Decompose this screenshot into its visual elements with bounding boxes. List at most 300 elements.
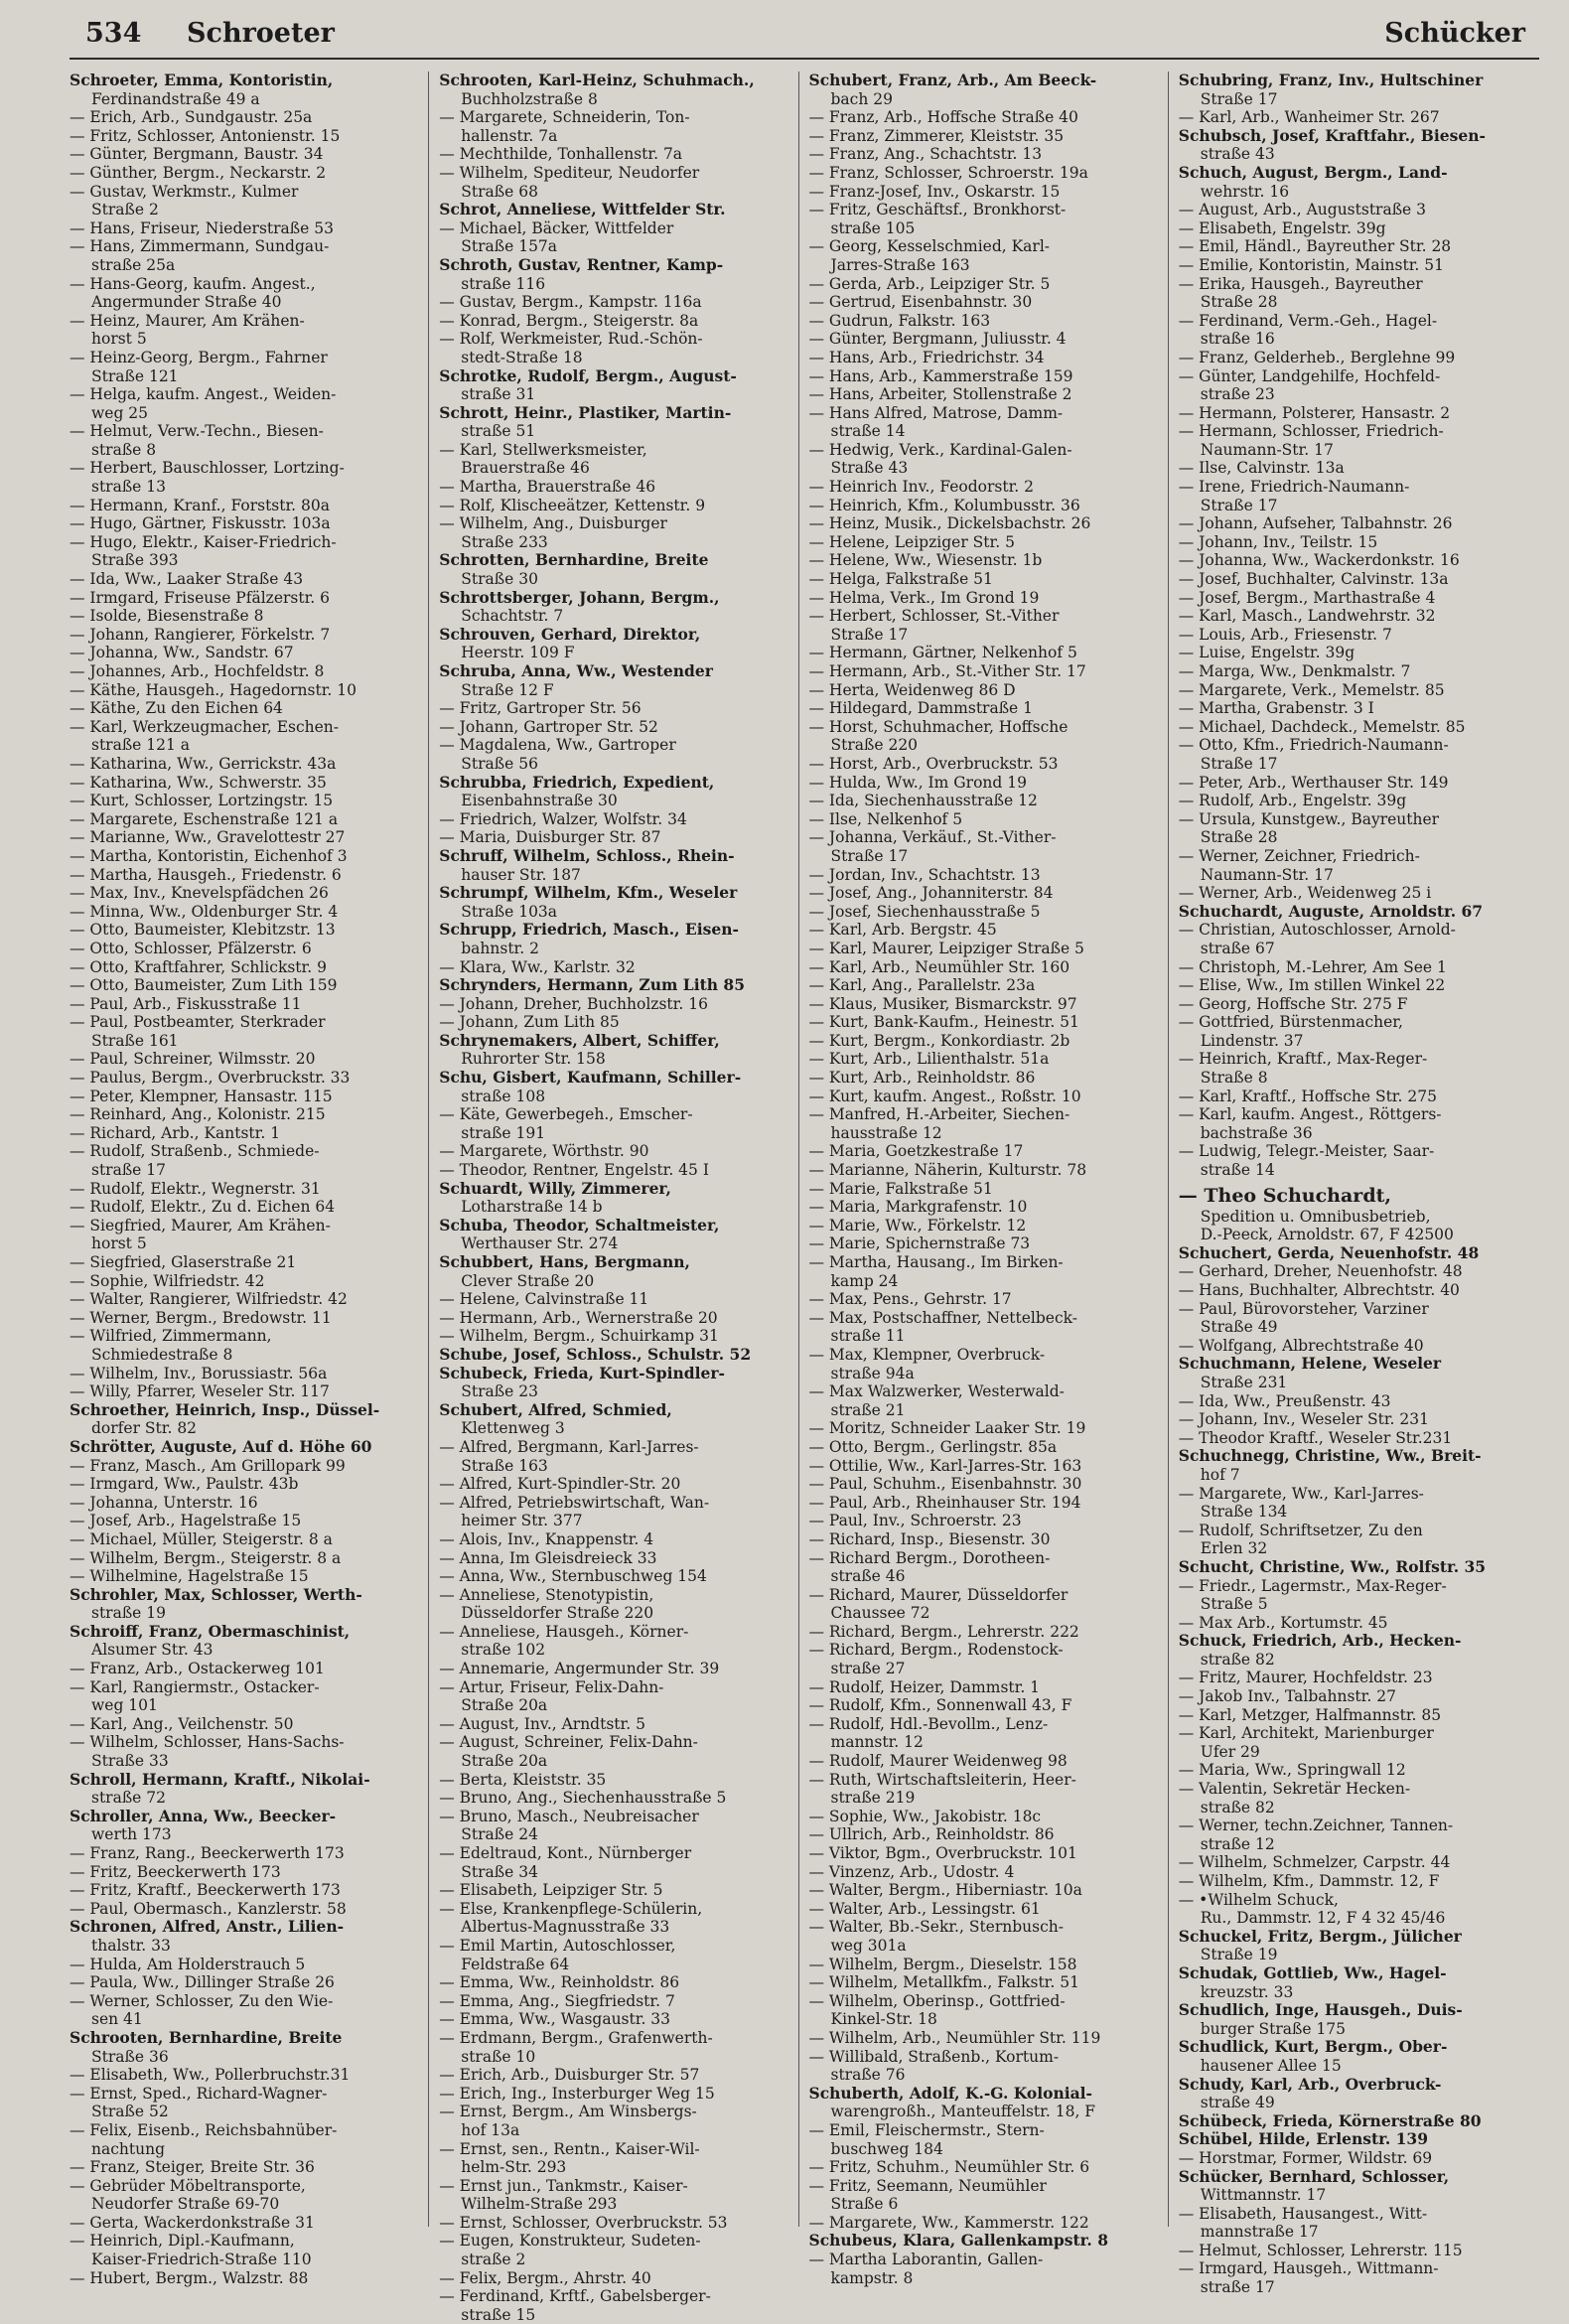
directory-entry: — Heinz-Georg, Bergm., Fahrner xyxy=(70,348,328,366)
directory-entry: — Josef, Buchhalter, Calvinstr. 13a xyxy=(1178,570,1449,589)
directory-entry: — Günter, Bergmann, Baustr. 34 xyxy=(70,145,324,164)
entry-continuation: Straße 28 xyxy=(1200,828,1278,847)
entry-continuation: straße 121 a xyxy=(91,736,191,755)
directory-columns xyxy=(70,71,1537,2324)
surname-entry: Schuchnegg, Christine, Ww., Breit- xyxy=(1178,1446,1482,1466)
directory-entry: — Valentin, Sekretär Hecken- xyxy=(1178,1780,1411,1799)
directory-entry: — Gertrud, Eisenbahnstr. 30 xyxy=(808,293,1033,312)
entry-continuation: Ferdinandstraße 49 a xyxy=(91,89,260,108)
running-head-right: Schücker xyxy=(1384,18,1525,49)
directory-entry: — Theodor, Rentner, Engelstr. 45 I xyxy=(439,1161,709,1180)
entry-continuation: straße 15 xyxy=(461,2305,536,2324)
directory-entry: — Werner, Arb., Weidenweg 25 i xyxy=(1178,884,1432,903)
entry-continuation: straße 82 xyxy=(1200,1650,1275,1669)
directory-entry: — Otto, Schlosser, Pfälzerstr. 6 xyxy=(70,939,312,957)
directory-entry: — Ida, Siechenhausstraße 12 xyxy=(808,792,1038,810)
directory-entry: — Kurt, Bank-Kaufm., Heinestr. 51 xyxy=(808,1013,1079,1032)
directory-entry: — Georg, Kesselschmied, Karl- xyxy=(808,237,1051,256)
directory-entry: — Karl, Rangiermstr., Ostacker- xyxy=(70,1677,320,1696)
entry-continuation: Chaussee 72 xyxy=(830,1604,930,1623)
entry-continuation: Straße 161 xyxy=(91,1031,179,1050)
entry-continuation: Ufer 29 xyxy=(1200,1742,1260,1761)
directory-entry: — Sophie, Wilfriedstr. 42 xyxy=(70,1271,265,1290)
directory-entry: — Friedr., Lagermstr., Max-Reger- xyxy=(1178,1576,1447,1595)
entry-continuation: D.-Peeck, Arnoldstr. 67, F 42500 xyxy=(1200,1226,1454,1244)
directory-entry: — Viktor, Bgm., Overbruckstr. 101 xyxy=(808,1844,1077,1862)
entry-continuation: burger Straße 175 xyxy=(1200,2019,1347,2038)
directory-entry: — Hans, Buchhalter, Albrechtstr. 40 xyxy=(1178,1281,1460,1299)
surname-entry: Schudak, Gottlieb, Ww., Hagel- xyxy=(1178,1962,1447,1982)
directory-entry: — Wilhelm, Bergm., Dieselstr. 158 xyxy=(808,1955,1077,1973)
surname-entry: Schubeck, Frieda, Kurt-Spindler- xyxy=(439,1363,725,1382)
directory-entry: — Ernst, sen., Rentn., Kaiser-Wil- xyxy=(439,2139,700,2158)
directory-entry: — Luise, Engelstr. 39g xyxy=(1178,644,1355,662)
directory-entry: — Emil, Fleischermstr., Stern- xyxy=(808,2120,1045,2139)
surname-entry: Schrottsberger, Johann, Bergm., xyxy=(439,587,720,607)
directory-entry: — Maria, Ww., Springwall 12 xyxy=(1178,1761,1406,1780)
directory-entry: — Franz, Masch., Am Grillopark 99 xyxy=(70,1456,346,1475)
directory-entry: — Mechthilde, Tonhallenstr. 7a xyxy=(439,145,683,164)
directory-entry: — Elisabeth, Leipziger Str. 5 xyxy=(439,1881,663,1900)
directory-entry: — August, Inv., Arndtstr. 5 xyxy=(439,1714,645,1733)
directory-entry: — Manfred, H.-Arbeiter, Siechen- xyxy=(808,1105,1070,1124)
entry-continuation: straße 67 xyxy=(1200,939,1275,957)
directory-entry: — Fritz, Kraftf., Beeckerwerth 173 xyxy=(70,1881,341,1900)
directory-entry: — Herbert, Bauschlosser, Lortzing- xyxy=(70,459,345,478)
surname-entry: Schuba, Theodor, Schaltmeister, xyxy=(439,1215,720,1235)
directory-entry: — Margarete, Schneiderin, Ton- xyxy=(439,108,690,127)
surname-entry: Schrynemakers, Albert, Schiffer, xyxy=(439,1030,720,1050)
directory-entry: — Otto, Kraftfahrer, Schlickstr. 9 xyxy=(70,957,327,976)
directory-entry: — Max Arb., Kortumstr. 45 xyxy=(1178,1613,1388,1632)
directory-entry: — Franz, Steiger, Breite Str. 36 xyxy=(70,2158,315,2177)
column-4 xyxy=(1178,71,1537,2297)
directory-entry: — Horst, Arb., Overbruckstr. 53 xyxy=(808,754,1059,773)
directory-entry: — Richard, Bergm., Rodenstock- xyxy=(808,1641,1064,1660)
directory-entry: — Richard, Bergm., Lehrerstr. 222 xyxy=(808,1622,1079,1641)
entry-continuation: stedt-Straße 18 xyxy=(461,348,583,366)
directory-entry: — Paul, Arb., Fiskusstraße 11 xyxy=(70,994,302,1013)
entry-continuation: Neudorfer Straße 69-70 xyxy=(91,2195,280,2214)
directory-entry: — Kurt, kaufm. Angest., Roßstr. 10 xyxy=(808,1087,1081,1105)
entry-continuation: straße 219 xyxy=(830,1789,916,1808)
directory-entry: — August, Schreiner, Felix-Dahn- xyxy=(439,1733,698,1752)
directory-entry: — Werner, techn.Zeichner, Tannen- xyxy=(1178,1816,1454,1835)
directory-entry: — Max, Pens., Gehrstr. 17 xyxy=(808,1290,1012,1309)
directory-entry: — Rudolf, Straßenb., Schmiede- xyxy=(70,1142,320,1161)
directory-entry: — Gustav, Bergm., Kampstr. 116a xyxy=(439,293,702,312)
directory-entry: — Werner, Zeichner, Friedrich- xyxy=(1178,846,1420,865)
directory-entry: — Walter, Bb.-Sekr., Sternbusch- xyxy=(808,1918,1064,1937)
directory-entry: — Josef, Siechenhausstraße 5 xyxy=(808,902,1041,921)
directory-entry: — Käte, Gewerbegeh., Emscher- xyxy=(439,1105,693,1124)
directory-entry: — Ludwig, Telegr.-Meister, Saar- xyxy=(1178,1142,1435,1161)
column-3 xyxy=(808,71,1169,2287)
directory-entry: — Paulus, Bergm., Overbruckstr. 33 xyxy=(70,1069,351,1088)
directory-entry: — Rudolf, Elektr., Wegnerstr. 31 xyxy=(70,1179,321,1198)
directory-entry: — Karl, Ang., Veilchenstr. 50 xyxy=(70,1714,294,1733)
entry-continuation: straße 14 xyxy=(1200,1161,1275,1180)
page-header xyxy=(70,14,1539,60)
directory-entry: — Hugo, Elektr., Kaiser-Friedrich- xyxy=(70,532,337,551)
directory-entry: — Marianne, Ww., Gravelottestr 27 xyxy=(70,828,346,847)
directory-entry: — Irmgard, Ww., Paulstr. 43b xyxy=(70,1475,299,1494)
directory-entry: — Paul, Schuhm., Eisenbahnstr. 30 xyxy=(808,1475,1082,1494)
directory-entry: — Berta, Kleiststr. 35 xyxy=(439,1770,607,1789)
entry-continuation: mannstr. 12 xyxy=(830,1733,924,1752)
directory-entry: — Jakob Inv., Talbahnstr. 27 xyxy=(1178,1687,1396,1706)
entry-continuation: straße 10 xyxy=(461,2047,536,2066)
directory-entry: — Wolfgang, Albrechtstraße 40 xyxy=(1178,1336,1424,1355)
entry-continuation: Straße 36 xyxy=(91,2047,169,2066)
directory-entry: — Günther, Bergm., Neckarstr. 2 xyxy=(70,163,327,182)
entry-continuation: heimer Str. 377 xyxy=(461,1512,583,1530)
directory-entry: — Martha Laborantin, Gallen- xyxy=(808,2251,1044,2269)
entry-continuation: Straße 103a xyxy=(461,902,558,921)
directory-entry: — Paula, Ww., Dillinger Straße 26 xyxy=(70,1973,335,1992)
directory-entry: — Heinrich, Dipl.-Kaufmann, xyxy=(70,2232,295,2251)
directory-entry: — Eugen, Konstrukteur, Sudeten- xyxy=(439,2232,701,2251)
directory-entry: — Hulda, Am Holderstrauch 5 xyxy=(70,1955,306,1973)
entry-continuation: straße 17 xyxy=(91,1161,167,1180)
surname-entry: Schudy, Karl, Arb., Overbruck- xyxy=(1178,2074,1442,2094)
entry-continuation: straße 13 xyxy=(91,478,167,497)
entry-continuation: Straße 52 xyxy=(91,2103,169,2121)
directory-entry: — Erich, Arb., Duisburger Str. 57 xyxy=(439,2066,700,2085)
directory-entry: — Johann, Zum Lith 85 xyxy=(439,1013,620,1032)
entry-continuation: Kinkel-Str. 18 xyxy=(830,2010,937,2029)
directory-entry: — Fritz, Maurer, Hochfeldstr. 23 xyxy=(1178,1669,1433,1687)
directory-entry: — Herta, Weidenweg 86 D xyxy=(808,680,1016,699)
directory-entry: — Felix, Eisenb., Reichsbahnüber- xyxy=(70,2120,338,2139)
directory-entry: — Theodor Kraftf., Weseler Str.231 xyxy=(1178,1428,1453,1447)
entry-continuation: bach 29 xyxy=(830,89,893,108)
surname-entry: Schroll, Hermann, Kraftf., Nikolai- xyxy=(70,1769,370,1789)
entry-continuation: hausstraße 12 xyxy=(830,1123,942,1142)
directory-entry: — Emilie, Kontoristin, Mainstr. 51 xyxy=(1178,255,1444,274)
entry-continuation: Straße 17 xyxy=(1200,496,1278,514)
entry-continuation: thalstr. 33 xyxy=(91,1936,171,1955)
directory-entry: — Louis, Arb., Friesenstr. 7 xyxy=(1178,625,1392,644)
entry-continuation: Naumann-Str. 17 xyxy=(1200,440,1334,459)
directory-entry: — Hermann, Gärtner, Nelkenhof 5 xyxy=(808,644,1077,662)
entry-continuation: straße 2 xyxy=(461,2251,526,2269)
directory-entry: — Erich, Arb., Sundgaustr. 25a xyxy=(70,108,313,127)
directory-entry: — Johann, Inv., Teilstr. 15 xyxy=(1178,532,1378,551)
entry-continuation: straße 19 xyxy=(91,1604,167,1623)
entry-continuation: Straße 17 xyxy=(1200,89,1278,108)
directory-entry: — Walter, Arb., Lessingstr. 61 xyxy=(808,1899,1041,1918)
directory-entry: — Franz, Ang., Schachtstr. 13 xyxy=(808,145,1043,164)
entry-continuation: Straße 134 xyxy=(1200,1503,1288,1522)
directory-entry: — Paul, Schreiner, Wilmsstr. 20 xyxy=(70,1050,316,1069)
directory-entry: — Gerta, Wackerdonkstraße 31 xyxy=(70,2213,315,2232)
directory-entry: — Hans, Arbeiter, Stollenstraße 2 xyxy=(808,385,1072,404)
directory-entry: — Franz-Josef, Inv., Oskarstr. 15 xyxy=(808,182,1061,201)
surname-entry: Schübel, Hilde, Erlenstr. 139 xyxy=(1178,2129,1428,2149)
directory-entry: — Hans, Friseur, Niederstraße 53 xyxy=(70,218,334,237)
directory-entry: — Josef, Arb., Hagelstraße 15 xyxy=(70,1512,302,1530)
directory-entry: — Karl, Arb., Wanheimer Str. 267 xyxy=(1178,108,1440,127)
directory-entry: — Paul, Bürovorsteher, Varziner xyxy=(1178,1299,1429,1318)
entry-continuation: Straße 43 xyxy=(830,459,909,478)
directory-entry: — Moritz, Schneider Laaker Str. 19 xyxy=(808,1419,1086,1438)
entry-continuation: straße 31 xyxy=(461,385,536,404)
entry-continuation: Straße 157a xyxy=(461,237,558,256)
directory-entry: — Alois, Inv., Knappenstr. 4 xyxy=(439,1529,654,1548)
directory-entry: — Johanna, Verkäuf., St.-Vither- xyxy=(808,828,1057,847)
directory-entry: — Johann, Inv., Weseler Str. 231 xyxy=(1178,1410,1429,1429)
directory-entry: — Wilhelm, Inv., Borussiastr. 56a xyxy=(70,1364,328,1382)
directory-entry: — Artur, Friseur, Felix-Dahn- xyxy=(439,1677,664,1696)
directory-entry: — Peter, Arb., Werthauser Str. 149 xyxy=(1178,773,1449,792)
surname-entry: Schroth, Gustav, Rentner, Kamp- xyxy=(439,254,724,274)
directory-entry: — Fritz, Geschäftsf., Bronkhorst- xyxy=(808,201,1067,219)
directory-entry: — Fritz, Beeckerwerth 173 xyxy=(70,1862,281,1881)
directory-entry: — Gottfried, Bürstenmacher, xyxy=(1178,1013,1403,1032)
directory-entry: — Käthe, Hausgeh., Hagedornstr. 10 xyxy=(70,680,357,699)
entry-continuation: Wilhelm-Straße 293 xyxy=(461,2195,618,2214)
directory-entry: — Ernst jun., Tankmstr., Kaiser- xyxy=(439,2176,688,2195)
entry-continuation: Straße 2 xyxy=(91,201,159,219)
directory-entry: — Theo Schuchardt, xyxy=(1178,1184,1391,1207)
directory-entry: — Heinrich, Kfm., Kolumbusstr. 36 xyxy=(808,496,1080,514)
directory-entry: — Ferdinand, Verm.-Geh., Hagel- xyxy=(1178,311,1438,330)
surname-entry: Schuck, Friedrich, Arb., Hecken- xyxy=(1178,1631,1462,1651)
directory-entry: — Rudolf, Heizer, Dammstr. 1 xyxy=(808,1677,1041,1696)
surname-entry: Schroller, Anna, Ww., Beecker- xyxy=(70,1806,337,1825)
entry-continuation: straße 94a xyxy=(830,1364,915,1382)
directory-entry: — Wilhelm, Spediteur, Neudorfer xyxy=(439,163,700,182)
directory-entry: — Wilhelm, Schlosser, Hans-Sachs- xyxy=(70,1733,345,1752)
directory-entry: — Martha, Hausgeh., Friedenstr. 6 xyxy=(70,865,342,884)
directory-entry: — Franz, Schlosser, Schroerstr. 19a xyxy=(808,163,1088,182)
directory-entry: — Otto, Baumeister, Klebitzstr. 13 xyxy=(70,921,336,940)
directory-entry: — Edeltraud, Kont., Nürnberger xyxy=(439,1844,692,1862)
directory-entry: — Karl, Maurer, Leipziger Straße 5 xyxy=(808,939,1084,957)
directory-entry: — Helma, Verk., Im Grond 19 xyxy=(808,588,1040,607)
entry-continuation: straße 76 xyxy=(830,2066,906,2085)
directory-entry: — Else, Krankenpflege-Schülerin, xyxy=(439,1899,703,1918)
entry-continuation: Wittmannstr. 17 xyxy=(1200,2186,1327,2205)
directory-entry: — Ottilie, Ww., Karl-Jarres-Str. 163 xyxy=(808,1456,1082,1475)
directory-entry: — Ida, Ww., Preußenstr. 43 xyxy=(1178,1391,1391,1410)
directory-entry: — Ilse, Calvinstr. 13a xyxy=(1178,459,1345,478)
surname-entry: Schroiff, Franz, Obermaschinist, xyxy=(70,1621,351,1641)
directory-entry: — August, Arb., Auguststraße 3 xyxy=(1178,201,1427,219)
directory-entry: — Gustav, Werkmstr., Kulmer xyxy=(70,182,299,201)
directory-entry: — Siegfried, Glaserstraße 21 xyxy=(70,1253,297,1271)
directory-entry: — Michael, Bäcker, Wittfelder xyxy=(439,218,674,237)
directory-entry: — Felix, Bergm., Ahrstr. 40 xyxy=(439,2268,651,2287)
directory-entry: — Fritz, Seemann, Neumühler xyxy=(808,2176,1047,2195)
entry-continuation: straße 43 xyxy=(1200,145,1275,164)
surname-entry: Schruba, Anna, Ww., Westender xyxy=(439,661,713,680)
directory-entry: — Richard Bergm., Dorotheen- xyxy=(808,1548,1051,1567)
entry-continuation: Straße 56 xyxy=(461,754,538,773)
directory-entry: — Ruth, Wirtschaftsleiterin, Heer- xyxy=(808,1770,1076,1789)
directory-entry: — Walter, Bergm., Hiberniastr. 10a xyxy=(808,1881,1082,1900)
entry-continuation: Straße 20a xyxy=(461,1696,548,1715)
entry-continuation: weg 101 xyxy=(91,1696,158,1715)
entry-continuation: hallenstr. 7a xyxy=(461,126,558,145)
directory-entry: — Ernst, Schlosser, Overbruckstr. 53 xyxy=(439,2213,728,2232)
entry-continuation: straße 27 xyxy=(830,1660,906,1678)
directory-entry: — Vinzenz, Arb., Udostr. 4 xyxy=(808,1862,1015,1881)
directory-entry: — Margarete, Verk., Memelstr. 85 xyxy=(1178,680,1445,699)
directory-entry: — Hugo, Gärtner, Fiskusstr. 103a xyxy=(70,514,331,533)
directory-entry: — Hans, Zimmermann, Sundgau- xyxy=(70,237,330,256)
directory-entry: — Alfred, Kurt-Spindler-Str. 20 xyxy=(439,1475,681,1494)
directory-entry: — Karl, Arb., Neumühler Str. 160 xyxy=(808,957,1070,976)
entry-continuation: Eisenbahnstraße 30 xyxy=(461,792,618,810)
entry-continuation: Straße 30 xyxy=(461,570,538,589)
directory-entry: — Paul, Obermasch., Kanzlerstr. 58 xyxy=(70,1899,347,1918)
directory-entry: — Karl, Werkzeugmacher, Eschen- xyxy=(70,717,340,736)
entry-continuation: hof 13a xyxy=(461,2120,520,2139)
entry-continuation: Straße 23 xyxy=(461,1382,538,1401)
entry-continuation: mannstraße 17 xyxy=(1200,2223,1319,2242)
surname-entry: Schrouven, Gerhard, Direktor, xyxy=(439,624,701,644)
directory-entry: — Gudrun, Falkstr. 163 xyxy=(808,311,991,330)
directory-entry: — Franz, Zimmerer, Kleiststr. 35 xyxy=(808,126,1065,145)
entry-continuation: Brauerstraße 46 xyxy=(461,459,590,478)
directory-entry: — Johann, Dreher, Buchholzstr. 16 xyxy=(439,994,708,1013)
entry-continuation: straße 17 xyxy=(1200,2278,1275,2297)
directory-entry: — Alfred, Petriebswirtschaft, Wan- xyxy=(439,1493,710,1512)
directory-entry: — Josef, Bergm., Marthastraße 4 xyxy=(1178,588,1436,607)
directory-entry: — Katharina, Ww., Schwerstr. 35 xyxy=(70,773,327,792)
directory-entry: — Helga, kaufm. Angest., Weiden- xyxy=(70,385,337,404)
directory-entry: — Martha, Grabenstr. 3 I xyxy=(1178,699,1374,718)
entry-continuation: Straße 49 xyxy=(1200,1318,1278,1337)
directory-entry: — Anna, Ww., Sternbuschweg 154 xyxy=(439,1567,707,1586)
entry-continuation: Kaiser-Friedrich-Straße 110 xyxy=(91,2251,312,2269)
directory-entry: — Johanna, Ww., Wackerdonkstr. 16 xyxy=(1178,551,1460,570)
directory-entry: — Friedrich, Walzer, Wolfstr. 34 xyxy=(439,809,687,828)
entry-continuation: Düsseldorfer Straße 220 xyxy=(461,1604,654,1623)
directory-entry: — Paul, Arb., Rheinhauser Str. 194 xyxy=(808,1493,1081,1512)
entry-continuation: Straße 17 xyxy=(830,625,909,644)
directory-entry: — Franz, Arb., Ostackerweg 101 xyxy=(70,1660,325,1678)
directory-entry: — Otto, Bergm., Gerlingstr. 85a xyxy=(808,1437,1058,1456)
directory-entry: — Emma, Ang., Siegfriedstr. 7 xyxy=(439,1991,675,2010)
surname-entry: Schubbert, Hans, Bergmann, xyxy=(439,1252,690,1271)
directory-entry: — Hans, Arb., Kammerstraße 159 xyxy=(808,366,1073,385)
entry-continuation: Straße 17 xyxy=(830,846,909,865)
entry-continuation: Straße 5 xyxy=(1200,1595,1268,1614)
directory-entry: — Karl, Stellwerksmeister, xyxy=(439,440,647,459)
directory-entry: — Hans Alfred, Matrose, Damm- xyxy=(808,403,1064,422)
directory-entry: — Karl, Ang., Parallelstr. 23a xyxy=(808,976,1036,995)
directory-entry: — Karl, Architekt, Marienburger xyxy=(1178,1724,1434,1743)
surname-entry: Schubring, Franz, Inv., Hultschiner xyxy=(1178,71,1484,89)
entry-continuation: Ru., Dammstr. 12, F 4 32 45/46 xyxy=(1200,1909,1446,1928)
entry-continuation: Straße 6 xyxy=(830,2195,899,2214)
surname-entry: Schrot, Anneliese, Wittfelder Str. xyxy=(439,200,726,219)
directory-entry: — Helene, Ww., Wiesenstr. 1b xyxy=(808,551,1043,570)
surname-entry: Schübeck, Frieda, Körnerstraße 80 xyxy=(1178,2110,1482,2130)
surname-entry: Schuckel, Fritz, Bergm., Jülicher xyxy=(1178,1926,1462,1946)
directory-entry: — Max, Postschaffner, Nettelbeck- xyxy=(808,1308,1077,1327)
directory-entry: — Hermann, Schlosser, Friedrich- xyxy=(1178,422,1444,441)
directory-entry: — Horstmar, Former, Wildstr. 69 xyxy=(1178,2148,1433,2167)
directory-entry: — Johann, Aufseher, Talbahnstr. 26 xyxy=(1178,514,1453,533)
directory-entry: — Minna, Ww., Oldenburger Str. 4 xyxy=(70,902,339,921)
surname-entry: Schrupp, Friedrich, Masch., Eisen- xyxy=(439,920,739,940)
directory-entry: — Reinhard, Ang., Kolonistr. 215 xyxy=(70,1105,326,1124)
entry-continuation: straße 49 xyxy=(1200,2094,1275,2112)
directory-entry: — Marga, Ww., Denkmalstr. 7 xyxy=(1178,662,1411,680)
directory-entry: — Magdalena, Ww., Gartroper xyxy=(439,736,676,755)
directory-entry: — Richard, Arb., Kantstr. 1 xyxy=(70,1123,281,1142)
entry-continuation: straße 102 xyxy=(461,1641,546,1660)
directory-entry: — Christian, Autoschlosser, Arnold- xyxy=(1178,921,1456,940)
directory-entry: — Jordan, Inv., Schachtstr. 13 xyxy=(808,865,1041,884)
directory-entry: — Hulda, Ww., Im Grond 19 xyxy=(808,773,1027,792)
entry-continuation: straße 105 xyxy=(830,218,916,237)
entry-continuation: buschweg 184 xyxy=(830,2139,943,2158)
directory-entry: — Gerhard, Dreher, Neuenhofstr. 48 xyxy=(1178,1262,1463,1281)
directory-entry: — Willibald, Straßenb., Kortum- xyxy=(808,2047,1060,2066)
directory-entry: — Horst, Schuhmacher, Hoffsche xyxy=(808,717,1069,736)
directory-entry: — Katharina, Ww., Gerrickstr. 43a xyxy=(70,754,337,773)
entry-continuation: nachtung xyxy=(91,2139,166,2158)
directory-entry: — Wilhelm, Bergm., Schuirkamp 31 xyxy=(439,1327,719,1346)
surname-entry: Schruff, Wilhelm, Schloss., Rhein- xyxy=(439,845,735,865)
directory-entry: — Max, Inv., Knevelspfädchen 26 xyxy=(70,884,329,903)
directory-entry: — Elisabeth, Hausangest., Witt- xyxy=(1178,2204,1428,2223)
surname-entry: Schrynders, Hermann, Zum Lith 85 xyxy=(439,975,745,995)
directory-entry: — Margarete, Eschenstraße 121 a xyxy=(70,809,339,828)
surname-entry: Schrooten, Karl-Heinz, Schuhmach., xyxy=(439,71,755,89)
entry-continuation: straße 11 xyxy=(830,1327,906,1346)
surname-entry: Schuchardt, Auguste, Arnoldstr. 67 xyxy=(1178,901,1484,921)
entry-continuation: horst 5 xyxy=(91,330,147,349)
directory-entry: — Helene, Calvinstraße 11 xyxy=(439,1290,649,1309)
column-1 xyxy=(70,71,429,2287)
directory-entry: — Marie, Falkstraße 51 xyxy=(808,1179,993,1198)
directory-entry: — Martha, Hausang., Im Birken- xyxy=(808,1253,1064,1271)
directory-entry: — Michael, Dachdeck., Memelstr. 85 xyxy=(1178,717,1466,736)
surname-entry: Schrumpf, Wilhelm, Kfm., Weseler xyxy=(439,883,738,903)
entry-continuation: straße 191 xyxy=(461,1123,546,1142)
directory-entry: — Kurt, Bergm., Konkordiastr. 2b xyxy=(808,1031,1070,1050)
directory-entry: — Helga, Falkstraße 51 xyxy=(808,570,993,589)
directory-entry: — Georg, Hoffsche Str. 275 F xyxy=(1178,994,1408,1013)
directory-entry: — Karl, Kraftf., Hoffsche Str. 275 xyxy=(1178,1087,1437,1105)
directory-entry: — Fritz, Schlosser, Antonienstr. 15 xyxy=(70,126,341,145)
entry-continuation: Angermunder Straße 40 xyxy=(91,293,282,312)
directory-entry: — Max, Klempner, Overbruck- xyxy=(808,1345,1046,1364)
entry-continuation: Albertus-Magnusstraße 33 xyxy=(461,1918,670,1937)
entry-continuation: warengroßh., Manteuffelstr. 18, F xyxy=(830,2103,1096,2121)
directory-entry: — Bruno, Masch., Neubreisacher xyxy=(439,1807,699,1825)
entry-continuation: werth 173 xyxy=(91,1825,172,1844)
entry-continuation: bachstraße 36 xyxy=(1200,1123,1313,1142)
entry-continuation: Erlen 32 xyxy=(1200,1539,1268,1558)
entry-continuation: hof 7 xyxy=(1200,1465,1240,1484)
entry-continuation: Heerstr. 109 F xyxy=(461,644,575,662)
directory-entry: — Günter, Landgehilfe, Hochfeld- xyxy=(1178,366,1441,385)
surname-entry: Schucht, Christine, Ww., Rolfstr. 35 xyxy=(1178,1556,1487,1576)
entry-continuation: Straße 231 xyxy=(1200,1373,1288,1391)
directory-entry: — Richard, Maurer, Düsseldorfer xyxy=(808,1585,1069,1604)
directory-entry: — Hans, Arb., Friedrichstr. 34 xyxy=(808,348,1045,366)
directory-entry: — Ursula, Kunstgew., Bayreuther xyxy=(1178,809,1440,828)
entry-continuation: Naumann-Str. 17 xyxy=(1200,865,1334,884)
surname-entry: Schu, Gisbert, Kaufmann, Schiller- xyxy=(439,1068,742,1088)
